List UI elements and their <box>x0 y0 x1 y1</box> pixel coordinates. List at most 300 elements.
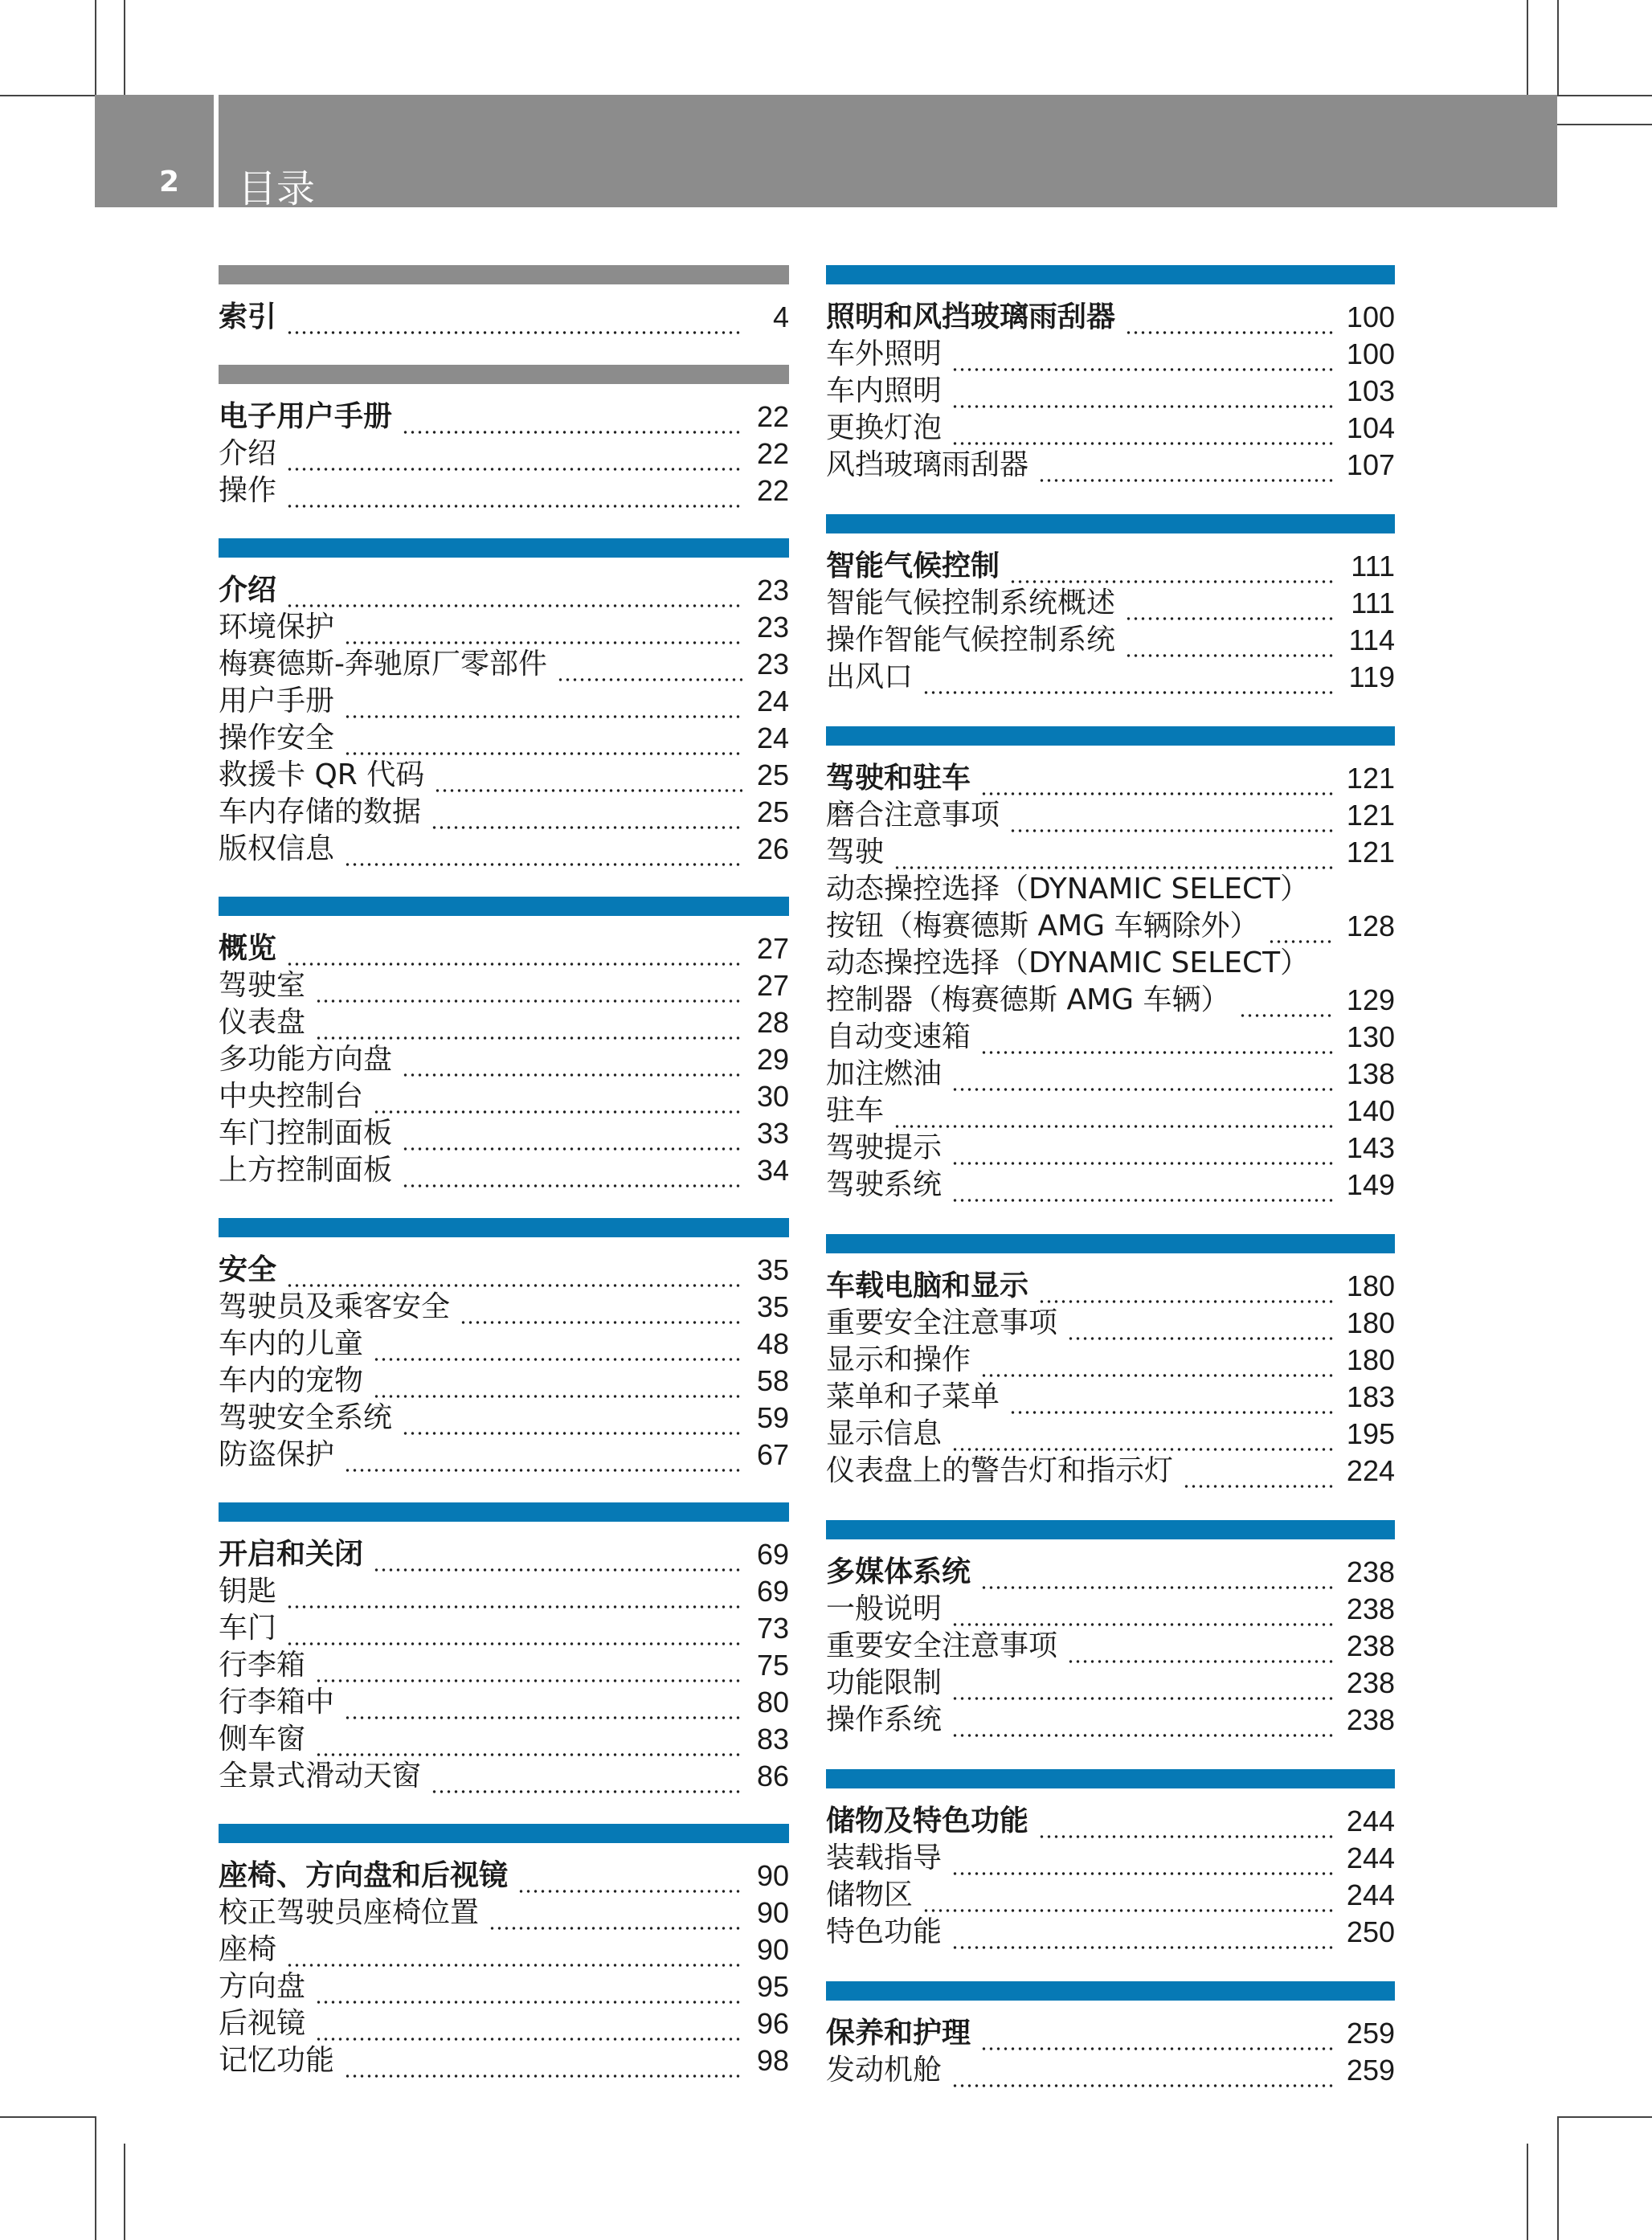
crop-mark <box>0 2116 95 2118</box>
section-bar <box>826 1234 1395 1253</box>
entry-page-number: 35 <box>756 1253 789 1286</box>
toc-entry[interactable] <box>219 1363 789 1400</box>
entry-page-number: 244 <box>1346 1805 1395 1837</box>
dot-leader <box>951 1176 1334 1204</box>
dot-leader <box>402 1051 742 1078</box>
entry-page-number: 73 <box>756 1612 789 1645</box>
dot-leader <box>1009 1388 1334 1416</box>
entry-title: 救援卡 QR 代码 <box>219 758 425 791</box>
entry-page-number: 129 <box>1346 983 1395 1016</box>
toc-entry[interactable] <box>826 1093 1395 1130</box>
toc-chapter-entry[interactable] <box>826 1554 1395 1591</box>
dot-leader <box>922 668 1334 696</box>
entry-title: 操作安全 <box>219 721 335 754</box>
dot-leader <box>1183 1462 1334 1490</box>
toc-section <box>219 897 789 1189</box>
dot-leader <box>315 1731 742 1758</box>
dot-leader <box>1125 632 1334 659</box>
toc-chapter-entry[interactable] <box>826 299 1395 336</box>
dot-leader <box>557 656 742 683</box>
entry-title: 风挡玻璃雨刮器 <box>826 448 1029 481</box>
dot-leader <box>922 1886 1334 1914</box>
toc-left-column <box>219 265 789 2108</box>
toc-entry[interactable] <box>826 1702 1395 1739</box>
entry-title: 储物及特色功能 <box>826 1805 1029 1837</box>
toc-chapter-entry[interactable] <box>219 1858 789 1895</box>
entry-page-number: 244 <box>1346 1878 1395 1911</box>
crop-mark <box>124 0 125 95</box>
entry-title: 介绍 <box>219 437 277 470</box>
toc-entry[interactable] <box>219 1573 789 1610</box>
toc-entry[interactable] <box>219 1721 789 1758</box>
toc-entry[interactable] <box>219 1684 789 1721</box>
toc-entry[interactable] <box>826 797 1395 834</box>
toc-entry[interactable] <box>219 609 789 646</box>
toc-entry[interactable] <box>219 1758 789 1795</box>
entry-page-number: 28 <box>756 1006 789 1039</box>
section-bar <box>826 1981 1395 2001</box>
toc-section <box>826 726 1395 1204</box>
dot-leader <box>517 1867 742 1895</box>
entry-title: 操作 <box>219 474 277 507</box>
toc-entry[interactable] <box>219 1400 789 1437</box>
dot-leader <box>315 2015 742 2042</box>
toc-chapter-entry[interactable] <box>219 572 789 609</box>
dot-leader <box>1067 1314 1334 1342</box>
entry-title: 驾驶 <box>826 836 885 869</box>
toc-chapter-entry[interactable] <box>219 299 789 336</box>
toc-entry[interactable] <box>826 1877 1395 1914</box>
entry-title: 装载指导 <box>826 1841 943 1874</box>
entry-page-number: 183 <box>1346 1380 1395 1413</box>
dot-leader <box>951 1065 1334 1093</box>
entry-title: 磨合注意事项 <box>826 799 1000 832</box>
toc-entry[interactable] <box>219 720 789 757</box>
entry-title: 座椅 <box>219 1933 277 1966</box>
entry-page-number: 83 <box>756 1723 789 1756</box>
entry-page-number: 59 <box>756 1401 789 1434</box>
entry-page-number: 143 <box>1346 1131 1395 1164</box>
dot-leader <box>286 309 742 336</box>
toc-entry[interactable] <box>219 757 789 794</box>
entry-title: 索引 <box>219 300 277 333</box>
dot-leader <box>1268 918 1334 945</box>
entry-page-number: 58 <box>756 1364 789 1397</box>
crop-mark <box>1557 124 1652 125</box>
toc-entry[interactable] <box>826 585 1395 622</box>
dot-leader <box>951 1850 1334 1877</box>
entry-title: 显示信息 <box>826 1417 943 1450</box>
toc-entry[interactable] <box>826 659 1395 696</box>
entry-page-number: 119 <box>1348 660 1395 693</box>
page-header <box>95 95 1557 211</box>
dot-leader <box>1125 309 1334 336</box>
entry-title: 功能限制 <box>826 1666 943 1699</box>
entry-title: 重要安全注意事项 <box>826 1629 1058 1662</box>
entry-title: 安全 <box>219 1253 277 1286</box>
entry-page-number: 238 <box>1346 1629 1395 1662</box>
entry-title: 用户手册 <box>219 685 335 717</box>
page-title: 目录 <box>238 166 316 211</box>
entry-title: 操作系统 <box>826 1703 943 1736</box>
toc-entry[interactable] <box>826 1305 1395 1342</box>
entry-page-number: 23 <box>756 574 789 607</box>
dot-leader <box>460 1298 742 1326</box>
toc-entry[interactable] <box>826 1130 1395 1167</box>
entry-page-number: 114 <box>1348 623 1395 656</box>
toc-section <box>219 1824 789 2079</box>
entry-title: 发动机舱 <box>826 2054 943 2087</box>
toc-entry[interactable] <box>219 1968 789 2005</box>
dot-leader <box>373 1546 742 1573</box>
entry-title: 按钮（梅赛德斯 AMG 车辆除外） <box>826 909 1259 942</box>
crop-mark <box>1557 0 1559 95</box>
toc-chapter-entry[interactable] <box>826 1803 1395 1840</box>
entry-page-number: 34 <box>756 1154 789 1187</box>
entry-page-number: 121 <box>1346 836 1395 869</box>
dot-leader <box>1038 1277 1334 1305</box>
entry-page-number: 25 <box>756 795 789 828</box>
toc-section <box>219 1502 789 1795</box>
entry-title: 电子用户手册 <box>219 400 393 433</box>
entry-title: 驾驶室 <box>219 969 306 1002</box>
dot-leader <box>344 693 742 720</box>
entry-title: 车内照明 <box>826 374 943 407</box>
dot-leader <box>951 1711 1334 1739</box>
toc-entry[interactable] <box>219 2042 789 2079</box>
dot-leader <box>951 2062 1334 2089</box>
entry-page-number: 238 <box>1346 1555 1395 1588</box>
crop-mark <box>95 2116 96 2240</box>
entry-page-number: 69 <box>756 1575 789 1608</box>
entry-page-number: 23 <box>756 648 789 681</box>
entry-title: 车外照明 <box>826 337 943 370</box>
entry-page-number: 69 <box>756 1538 789 1571</box>
entry-page-number: 107 <box>1346 448 1395 481</box>
entry-page-number: 238 <box>1346 1592 1395 1625</box>
entry-title: 驾驶系统 <box>826 1168 943 1201</box>
toc-entry[interactable] <box>826 1914 1395 1951</box>
entry-title: 座椅、方向盘和后视镜 <box>219 1859 509 1892</box>
entry-title: 开启和关闭 <box>219 1538 364 1571</box>
toc-entry[interactable] <box>219 1115 789 1152</box>
section-bar <box>826 1520 1395 1539</box>
toc-entry[interactable] <box>219 1004 789 1041</box>
entry-page-number: 195 <box>1346 1417 1395 1450</box>
entry-page-number: 23 <box>756 611 789 644</box>
dot-leader <box>402 1125 742 1152</box>
dot-leader <box>344 1694 742 1721</box>
toc-chapter-entry[interactable] <box>826 1268 1395 1305</box>
crop-mark <box>124 2144 125 2240</box>
entry-title: 侧车窗 <box>219 1723 306 1756</box>
toc-entry[interactable] <box>826 410 1395 447</box>
toc-entry[interactable] <box>826 1379 1395 1416</box>
header-divider <box>214 95 219 207</box>
entry-page-number: 238 <box>1346 1703 1395 1736</box>
entry-title: 行李箱中 <box>219 1686 335 1719</box>
toc-chapter-entry[interactable] <box>219 930 789 967</box>
toc-entry[interactable] <box>826 1840 1395 1877</box>
dot-leader <box>893 1102 1334 1130</box>
dot-leader <box>286 582 742 609</box>
entry-title: 车门控制面板 <box>219 1117 393 1150</box>
dot-leader <box>893 844 1334 871</box>
entry-title: 钥匙 <box>219 1575 277 1608</box>
crop-mark <box>95 0 96 95</box>
toc-entry[interactable] <box>219 1152 789 1189</box>
toc-entry[interactable] <box>826 982 1395 1019</box>
entry-page-number: 130 <box>1346 1020 1395 1053</box>
dot-leader <box>286 1583 742 1610</box>
dot-leader <box>344 2052 742 2079</box>
entry-page-number: 121 <box>1346 762 1395 795</box>
crop-mark <box>1527 2144 1528 2240</box>
entry-title: 驾驶安全系统 <box>219 1401 393 1434</box>
entry-page-number: 30 <box>756 1080 789 1113</box>
entry-page-number: 138 <box>1346 1057 1395 1090</box>
toc-chapter-entry[interactable] <box>826 760 1395 797</box>
entry-title: 介绍 <box>219 574 277 607</box>
dot-leader <box>951 1600 1334 1628</box>
section-bar <box>219 1218 789 1237</box>
dot-leader <box>980 1028 1334 1056</box>
toc-entry[interactable] <box>826 834 1395 871</box>
dot-leader <box>402 1409 742 1437</box>
entry-title: 版权信息 <box>219 832 335 865</box>
toc-entry[interactable] <box>219 1610 789 1647</box>
entry-title: 中央控制台 <box>219 1080 364 1113</box>
toc-entry[interactable] <box>826 373 1395 410</box>
page-number: 2 <box>159 166 180 198</box>
entry-title: 特色功能 <box>826 1915 943 1948</box>
entry-title: 车内存储的数据 <box>219 795 422 828</box>
dot-leader <box>315 1657 742 1684</box>
entry-page-number: 29 <box>756 1043 789 1076</box>
toc-entry[interactable] <box>826 1628 1395 1665</box>
entry-page-number: 95 <box>756 1970 789 2003</box>
toc-section <box>826 1769 1395 1951</box>
entry-page-number: 250 <box>1346 1915 1395 1948</box>
toc-entry[interactable] <box>826 622 1395 659</box>
dot-leader <box>286 482 742 509</box>
toc-entry[interactable] <box>219 1931 789 1968</box>
section-bar <box>219 1824 789 1843</box>
entry-title: 更换灯泡 <box>826 411 943 444</box>
toc-section <box>826 265 1395 484</box>
dot-leader <box>315 977 742 1004</box>
entry-page-number: 90 <box>756 1859 789 1892</box>
entry-title: 操作智能气候控制系统 <box>826 623 1116 656</box>
dot-leader <box>286 1941 742 1968</box>
dot-leader <box>1239 991 1334 1019</box>
section-bar <box>826 514 1395 533</box>
entry-title: 环境保护 <box>219 611 335 644</box>
toc-entry[interactable] <box>219 794 789 831</box>
toc-entry[interactable] <box>826 1665 1395 1702</box>
entry-title: 驾驶员及乘客安全 <box>219 1290 451 1323</box>
toc-section <box>826 1981 1395 2089</box>
dot-leader <box>951 1923 1334 1951</box>
entry-page-number: 104 <box>1346 411 1395 444</box>
entry-page-number: 33 <box>756 1117 789 1150</box>
entry-title: 梅赛德斯-奔驰原厂零部件 <box>219 648 547 681</box>
toc-entry[interactable] <box>219 967 789 1004</box>
toc-entry[interactable] <box>219 1647 789 1684</box>
crop-mark <box>1557 2116 1559 2240</box>
toc-entry[interactable] <box>826 1056 1395 1093</box>
entry-page-number: 96 <box>756 2007 789 2040</box>
toc-chapter-entry[interactable] <box>826 2015 1395 2052</box>
toc-entry[interactable] <box>219 1326 789 1363</box>
crop-mark <box>1527 0 1528 95</box>
toc-entry[interactable] <box>219 1041 789 1078</box>
dot-leader <box>286 1261 742 1289</box>
entry-page-number: 100 <box>1346 337 1395 370</box>
entry-title: 后视镜 <box>219 2007 306 2040</box>
entry-page-number: 75 <box>756 1649 789 1682</box>
entry-page-number: 90 <box>756 1933 789 1966</box>
toc-section <box>826 514 1395 696</box>
section-bar <box>219 265 789 284</box>
dot-leader <box>286 1620 742 1647</box>
toc-entry[interactable] <box>219 472 789 509</box>
entry-page-number: 111 <box>1351 550 1395 582</box>
toc-entry[interactable] <box>826 447 1395 484</box>
entry-title: 方向盘 <box>219 1970 306 2003</box>
entry-page-number: 180 <box>1346 1306 1395 1339</box>
dot-leader <box>1125 595 1334 622</box>
dot-leader <box>315 1014 742 1041</box>
entry-title: 全景式滑动天窗 <box>219 1760 422 1792</box>
toc-entry[interactable] <box>826 1019 1395 1056</box>
entry-page-number: 259 <box>1346 2054 1395 2087</box>
crop-mark <box>0 95 95 96</box>
toc-entry[interactable] <box>219 1895 789 1931</box>
entry-page-number: 67 <box>756 1438 789 1471</box>
section-bar <box>219 365 789 384</box>
toc-entry[interactable] <box>219 683 789 720</box>
entry-page-number: 24 <box>756 685 789 717</box>
entry-page-number: 22 <box>756 474 789 507</box>
toc-entry-line: 动态操控选择（DYNAMIC SELECT） <box>826 946 1310 979</box>
toc-entry[interactable] <box>219 1078 789 1115</box>
entry-title: 上方控制面板 <box>219 1154 393 1187</box>
toc-chapter-entry[interactable] <box>219 1536 789 1573</box>
toc-right-column <box>826 265 1395 2119</box>
dot-leader <box>951 1139 1334 1167</box>
toc-chapter-entry[interactable] <box>219 1252 789 1289</box>
entry-title: 概览 <box>219 932 277 965</box>
entry-title: 车内的儿童 <box>219 1327 364 1360</box>
entry-title: 菜单和子菜单 <box>826 1380 1000 1413</box>
dot-leader <box>402 408 742 435</box>
toc-entry[interactable] <box>219 1437 789 1474</box>
dot-leader <box>431 803 742 831</box>
entry-title: 重要安全注意事项 <box>826 1306 1058 1339</box>
entry-page-number: 48 <box>756 1327 789 1360</box>
entry-page-number: 224 <box>1346 1454 1395 1487</box>
entry-title: 车载电脑和显示 <box>826 1269 1029 1302</box>
entry-page-number: 90 <box>756 1896 789 1929</box>
entry-title: 驾驶提示 <box>826 1131 943 1164</box>
entry-title: 智能气候控制系统概述 <box>826 587 1116 619</box>
entry-page-number: 121 <box>1346 799 1395 832</box>
dot-leader <box>1038 456 1334 484</box>
entry-title: 仪表盘上的警告灯和指示灯 <box>826 1454 1174 1487</box>
entry-page-number: 180 <box>1346 1269 1395 1302</box>
toc-entry[interactable] <box>826 2052 1395 2089</box>
dot-leader <box>489 1904 742 1931</box>
entry-page-number: 24 <box>756 721 789 754</box>
entry-page-number: 180 <box>1346 1343 1395 1376</box>
dot-leader <box>1038 1813 1334 1840</box>
entry-title: 仪表盘 <box>219 1006 306 1039</box>
dot-leader <box>402 1162 742 1189</box>
toc-entry[interactable] <box>826 1342 1395 1379</box>
entry-title: 驻车 <box>826 1094 885 1127</box>
dot-leader <box>951 1674 1334 1702</box>
toc-chapter-entry[interactable] <box>219 399 789 435</box>
toc-entry[interactable] <box>826 1591 1395 1628</box>
entry-title: 储物区 <box>826 1878 914 1911</box>
entry-page-number: 128 <box>1346 909 1395 942</box>
toc-entry[interactable] <box>826 1453 1395 1490</box>
dot-leader <box>344 1446 742 1474</box>
entry-page-number: 22 <box>756 400 789 433</box>
entry-page-number: 140 <box>1346 1094 1395 1127</box>
toc-entry[interactable] <box>826 336 1395 373</box>
toc-entry[interactable] <box>219 435 789 472</box>
toc-section <box>219 365 789 509</box>
dot-leader <box>431 1768 742 1795</box>
entry-page-number: 80 <box>756 1686 789 1719</box>
toc-entry[interactable] <box>219 646 789 683</box>
section-bar <box>219 1502 789 1522</box>
section-bar <box>219 897 789 916</box>
entry-page-number: 27 <box>756 969 789 1002</box>
toc-entry[interactable] <box>219 1289 789 1326</box>
entry-page-number: 35 <box>756 1290 789 1323</box>
crop-mark <box>1557 95 1652 96</box>
entry-page-number: 149 <box>1346 1168 1395 1201</box>
dot-leader <box>344 619 742 646</box>
toc-entry[interactable] <box>826 1167 1395 1204</box>
dot-leader <box>980 1564 1334 1591</box>
entry-title: 校正驾驶员座椅位置 <box>219 1896 480 1929</box>
dot-leader <box>315 1978 742 2005</box>
toc-entry[interactable] <box>219 2005 789 2042</box>
toc-entry-line: 动态操控选择（DYNAMIC SELECT） <box>826 873 1310 905</box>
toc-entry[interactable] <box>826 908 1395 945</box>
dot-leader <box>373 1335 742 1363</box>
toc-section <box>826 1234 1395 1490</box>
dot-leader <box>373 1088 742 1115</box>
entry-page-number: 22 <box>756 437 789 470</box>
entry-page-number: 111 <box>1351 587 1395 619</box>
entry-title: 保养和护理 <box>826 2017 971 2050</box>
toc-entry[interactable] <box>219 831 789 868</box>
entry-page-number: 25 <box>756 758 789 791</box>
entry-page-number: 26 <box>756 832 789 865</box>
toc-entry[interactable] <box>826 1416 1395 1453</box>
entry-title: 多媒体系统 <box>826 1555 971 1588</box>
entry-title: 显示和操作 <box>826 1343 971 1376</box>
dot-leader <box>1009 807 1334 834</box>
section-bar <box>826 265 1395 284</box>
entry-title: 行李箱 <box>219 1649 306 1682</box>
toc-chapter-entry[interactable] <box>826 548 1395 585</box>
